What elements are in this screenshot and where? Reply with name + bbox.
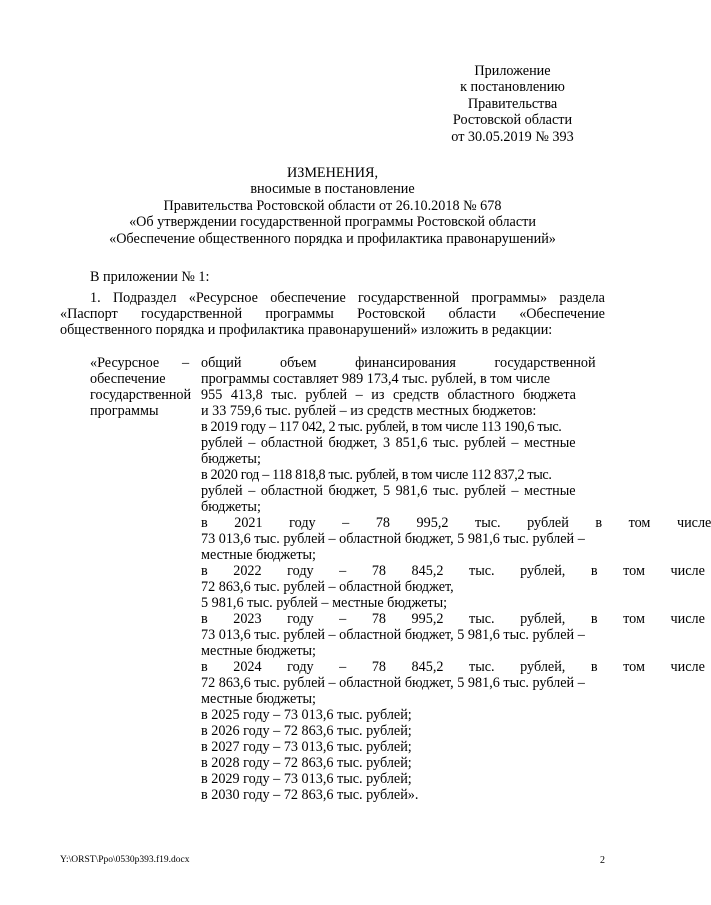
word: государственной bbox=[358, 290, 460, 306]
word: 1. bbox=[90, 290, 101, 306]
paragraph-line bbox=[60, 306, 605, 322]
title-line: «Об утверждении государственной программы Ростовской области bbox=[129, 214, 536, 231]
content-line: в 2020 год – 118 818,8 тыс. рублей, в том числе 112 837,2 тыс. bbox=[201, 467, 552, 483]
word: «Ресурсное bbox=[188, 290, 258, 306]
content-line: местные бюджеты; bbox=[201, 547, 316, 563]
word: Подраздел bbox=[112, 290, 177, 306]
title-line: ИЗМЕНЕНИЯ, bbox=[286, 165, 379, 181]
word: области bbox=[448, 306, 496, 322]
content-line: 72 863,6 тыс. рублей – областной бюджет, bbox=[201, 579, 454, 595]
footer-file-path: Y:\ORST\Ppo\0530p393.f19.docx bbox=[60, 855, 190, 865]
content-line: 5 981,6 тыс. рублей – местные бюджеты; bbox=[201, 595, 448, 611]
word: программы bbox=[265, 306, 334, 322]
content-line: 73 013,6 тыс. рублей – областной бюджет, 5 981,6 тыс. рублей – bbox=[201, 627, 585, 643]
title-line: вносимые в постановление bbox=[250, 181, 415, 198]
content-line: в 2025 году – 73 013,6 тыс. рублей; bbox=[201, 707, 412, 723]
content-line: общий объем финансирования государственной bbox=[201, 355, 596, 371]
content-line: и 33 759,6 тыс. рублей – из средств местных бюджетов: bbox=[201, 403, 537, 419]
content-line: рублей – областной бюджет, 5 981,6 тыс. рублей – местные bbox=[201, 483, 576, 499]
header-line: Ростовской области bbox=[452, 112, 573, 129]
label-line: «Ресурсное bbox=[90, 355, 160, 371]
content-line: в 2022 году – 78 845,2 тыс. рублей, в том числе bbox=[201, 563, 705, 579]
content-line: в 2021 году – 78 995,2 тыс. рублей в том числе bbox=[201, 515, 711, 531]
content-line: 72 863,6 тыс. рублей – областной бюджет, 5 981,6 тыс. рублей – bbox=[201, 675, 585, 691]
content-line: в 2029 году – 73 013,6 тыс. рублей; bbox=[201, 771, 412, 787]
header-line: от 30.05.2019 № 393 bbox=[451, 128, 574, 145]
content-line: в 2019 году – 117 042, 2 тыс. рублей, в том числе 113 190,6 тыс. bbox=[201, 419, 562, 435]
content-line: в 2028 году – 72 863,6 тыс. рублей; bbox=[201, 755, 412, 771]
header-line: к постановлению bbox=[460, 79, 565, 96]
word: обеспечение bbox=[270, 290, 346, 306]
word: программы» bbox=[471, 290, 548, 306]
paragraph-line: общественного порядка и профилактика правонарушений» изложить в редакции: bbox=[60, 322, 553, 338]
content-line: рублей – областной бюджет, 3 851,6 тыс. рублей – местные bbox=[201, 435, 576, 451]
word: «Обеспечение bbox=[519, 306, 605, 322]
content-line: местные бюджеты; bbox=[201, 643, 316, 659]
approval-header bbox=[420, 63, 605, 145]
word: «Паспорт bbox=[60, 306, 118, 322]
content-line: в 2027 году – 73 013,6 тыс. рублей; bbox=[201, 739, 412, 755]
content-line: в 2024 году – 78 845,2 тыс. рублей, в том числе bbox=[201, 659, 705, 675]
document-title bbox=[60, 165, 605, 247]
label-dash: – bbox=[182, 355, 190, 371]
word: Ростовской bbox=[357, 306, 426, 322]
content-line: бюджеты; bbox=[201, 499, 261, 515]
label-line: обеспечение bbox=[90, 371, 166, 388]
content-line: программы составляет 989 173,4 тыс. рублей, в том числе bbox=[201, 371, 551, 387]
paragraph-line bbox=[90, 290, 605, 306]
label-line: программы bbox=[90, 403, 159, 420]
content-line: бюджеты; bbox=[201, 451, 261, 467]
header-line: Правительства bbox=[467, 95, 558, 112]
appendix-heading: В приложении № 1: bbox=[90, 269, 210, 285]
header-line: Приложение bbox=[474, 63, 551, 79]
title-line: Правительства Ростовской области от 26.10.2018 № 678 bbox=[163, 197, 502, 214]
content-line: 73 013,6 тыс. рублей – областной бюджет, 5 981,6 тыс. рублей – bbox=[201, 531, 585, 547]
page-number: 2 bbox=[600, 855, 605, 866]
word: раздела bbox=[559, 290, 605, 306]
content-line: 955 413,8 тыс. рублей – из средств областного бюджета bbox=[201, 387, 576, 403]
content-line: в 2030 году – 72 863,6 тыс. рублей». bbox=[201, 787, 419, 803]
content-line: местные бюджеты; bbox=[201, 691, 316, 707]
word: государственной bbox=[140, 306, 243, 322]
label-line: государственной bbox=[90, 387, 192, 404]
content-line: в 2023 году – 78 995,2 тыс. рублей, в том числе bbox=[201, 611, 705, 627]
title-line: «Обеспечение общественного порядка и профилактика правонарушений» bbox=[109, 230, 556, 247]
content-line: в 2026 году – 72 863,6 тыс. рублей; bbox=[201, 723, 412, 739]
